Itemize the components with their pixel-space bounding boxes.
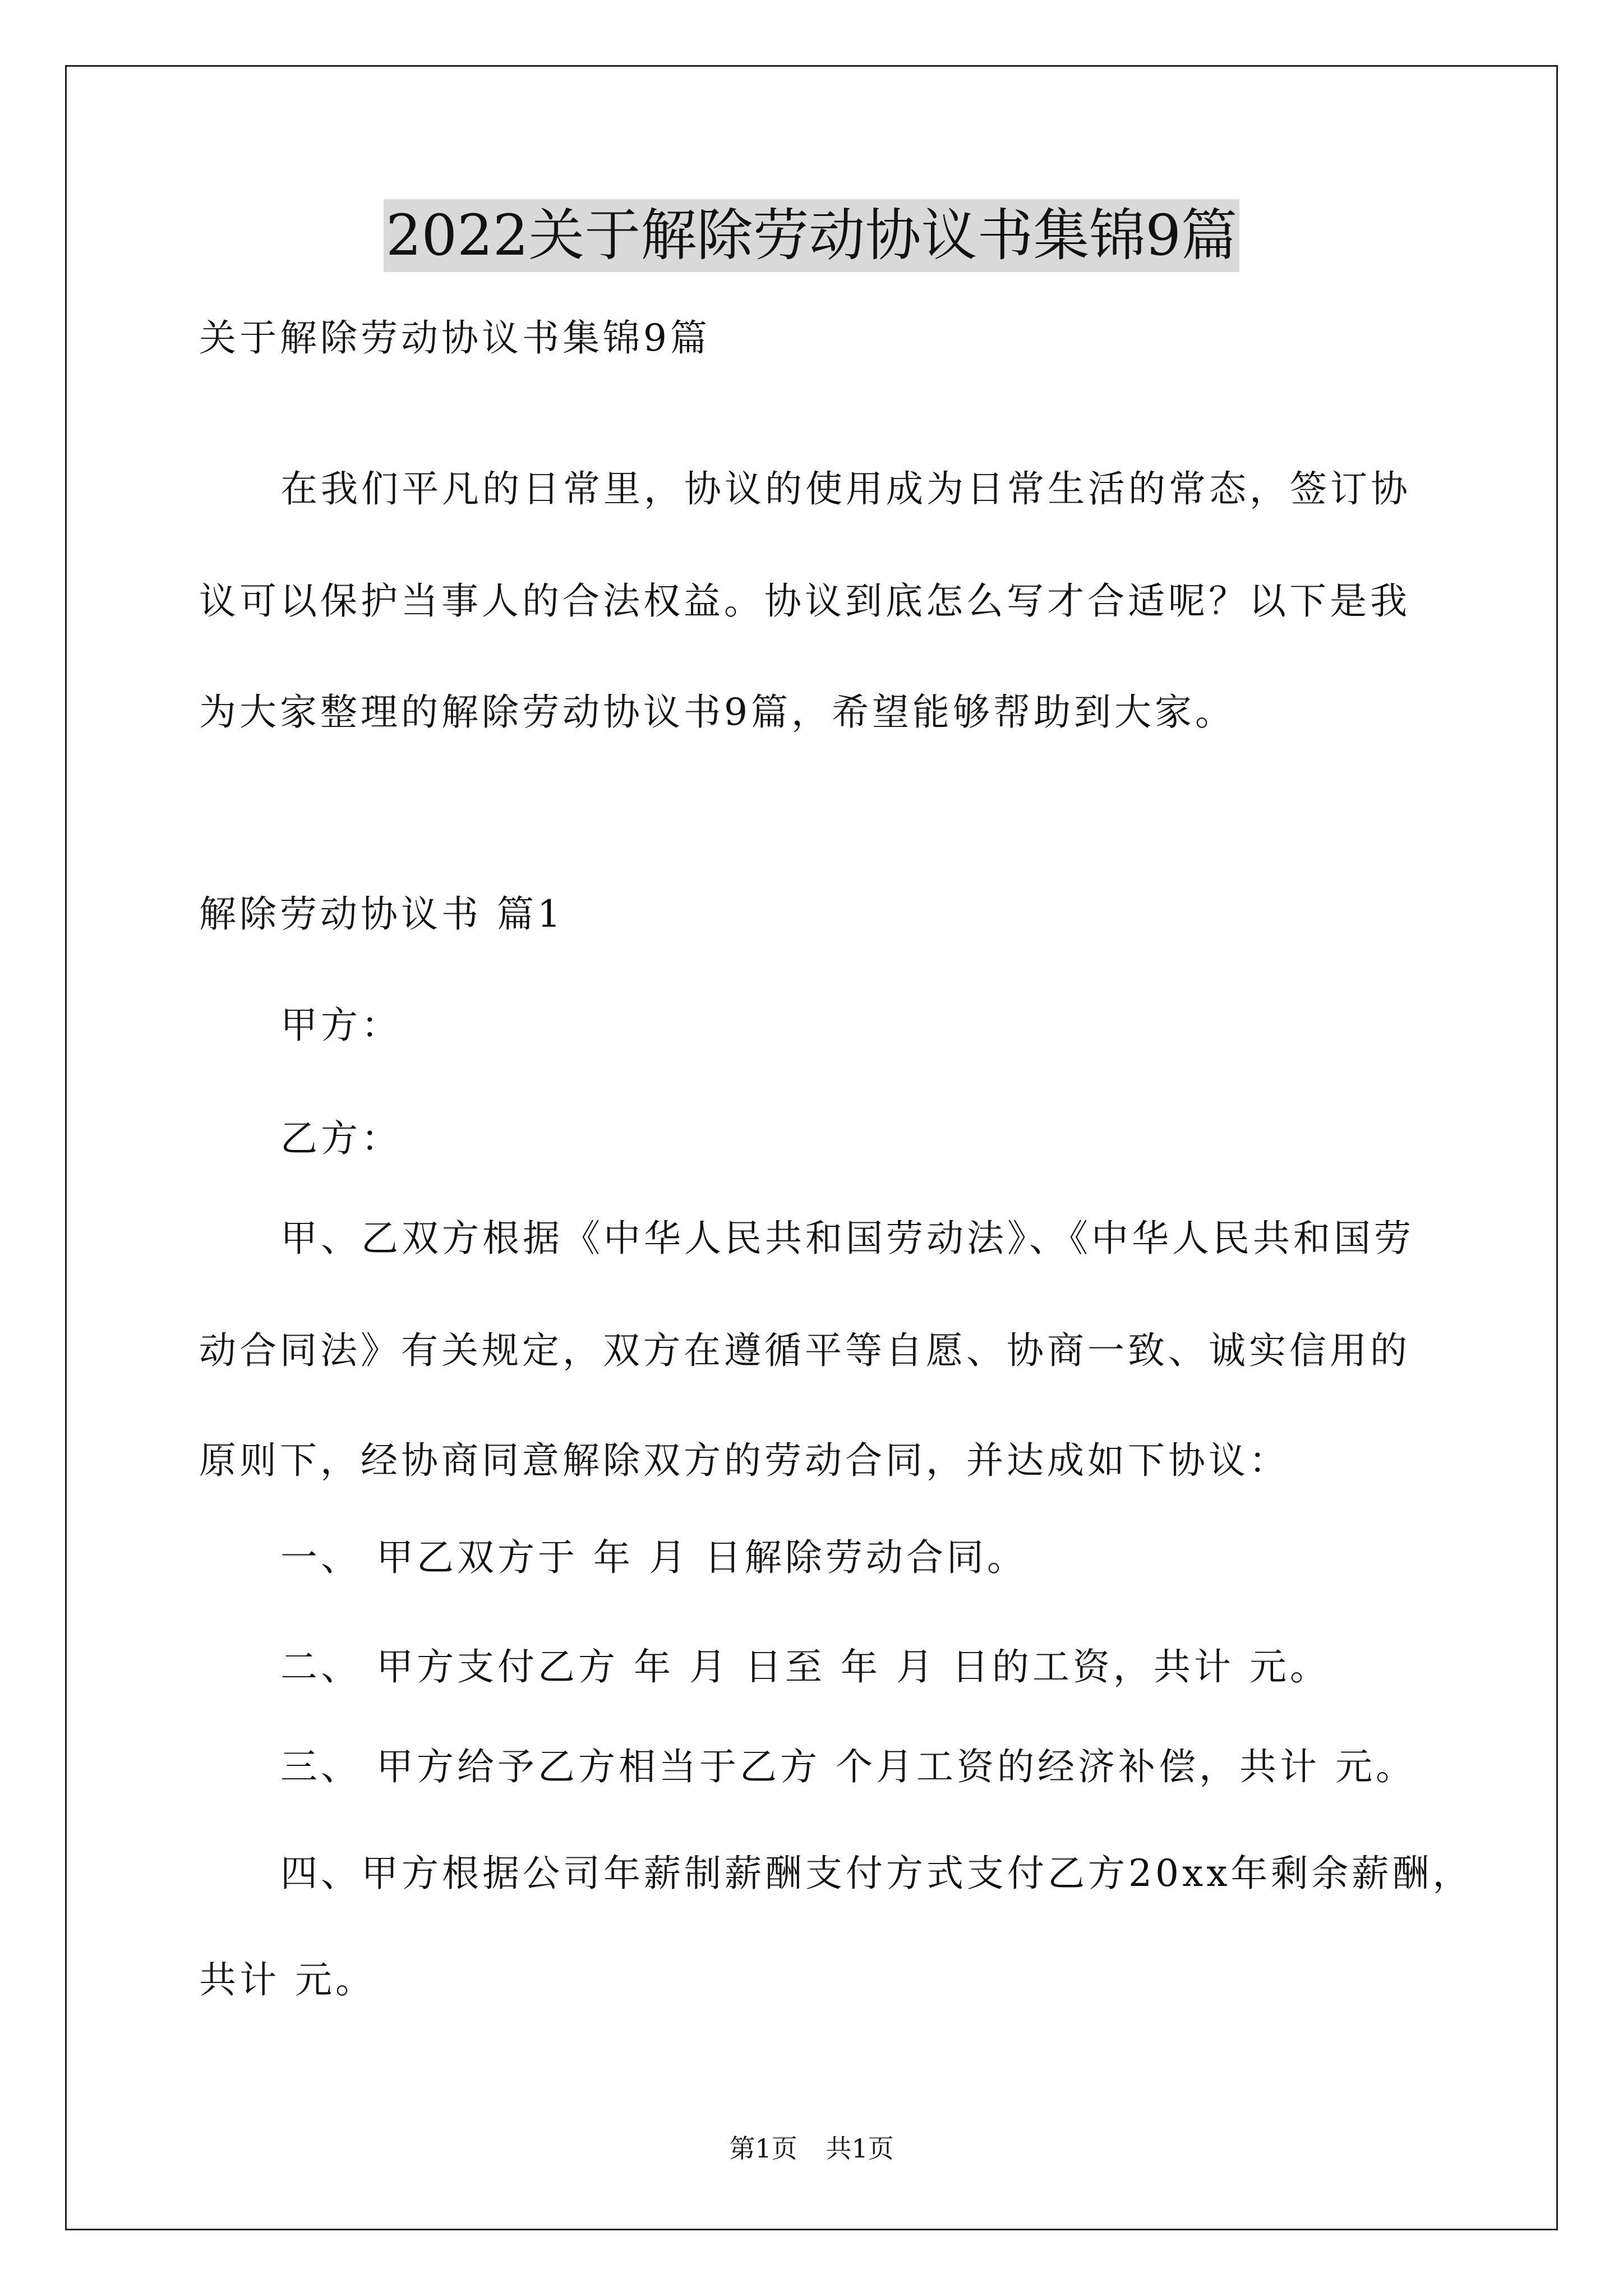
document-title: 2022关于解除劳动协议书集锦9篇 — [384, 199, 1239, 272]
basis-line-1: 甲、乙双方根据《中华人民共和国劳动法》、《中华人民共和国劳 — [280, 1217, 1414, 1260]
basis-line-3: 原则下，经协商同意解除双方的劳动合同，并达成如下协议： — [199, 1439, 1289, 1482]
party-b: 乙方： — [280, 1117, 402, 1160]
intro-line-3: 为大家整理的解除劳动协议书9篇，希望能够帮助到大家。 — [199, 691, 1235, 734]
clause-4-line-1: 四、甲方根据公司年薪制薪酬支付方式支付乙方20xx年剩余薪酬， — [280, 1852, 1473, 1895]
intro-line-2: 议可以保护当事人的合法权益。协议到底怎么写才合适呢？以下是我 — [199, 579, 1410, 623]
page-number-current: 第1页 — [729, 2133, 797, 2164]
intro-line-1: 在我们平凡的日常里，协议的使用成为日常生活的常态，签订协 — [280, 467, 1411, 510]
subtitle: 关于解除劳动协议书集锦9篇 — [199, 316, 711, 360]
clause-1: 一、 甲乙双方于 年 月 日解除劳动合同。 — [280, 1536, 1027, 1579]
basis-line-2: 动合同法》有关规定，双方在遵循平等自愿、协商一致、诚实信用的 — [199, 1329, 1410, 1372]
clause-3: 三、 甲方给予乙方相当于乙方 个月工资的经济补偿，共计 元。 — [280, 1745, 1416, 1788]
page-number-total: 共1页 — [826, 2133, 894, 2164]
clause-2: 二、 甲方支付乙方 年 月 日至 年 月 日的工资，共计 元。 — [280, 1645, 1330, 1688]
title-container — [0, 199, 1623, 272]
party-a: 甲方： — [280, 1004, 402, 1047]
clause-4-line-2: 共计 元。 — [199, 1958, 376, 2001]
page-footer — [0, 2132, 1623, 2165]
section-heading: 解除劳动协议书 篇1 — [199, 892, 564, 936]
